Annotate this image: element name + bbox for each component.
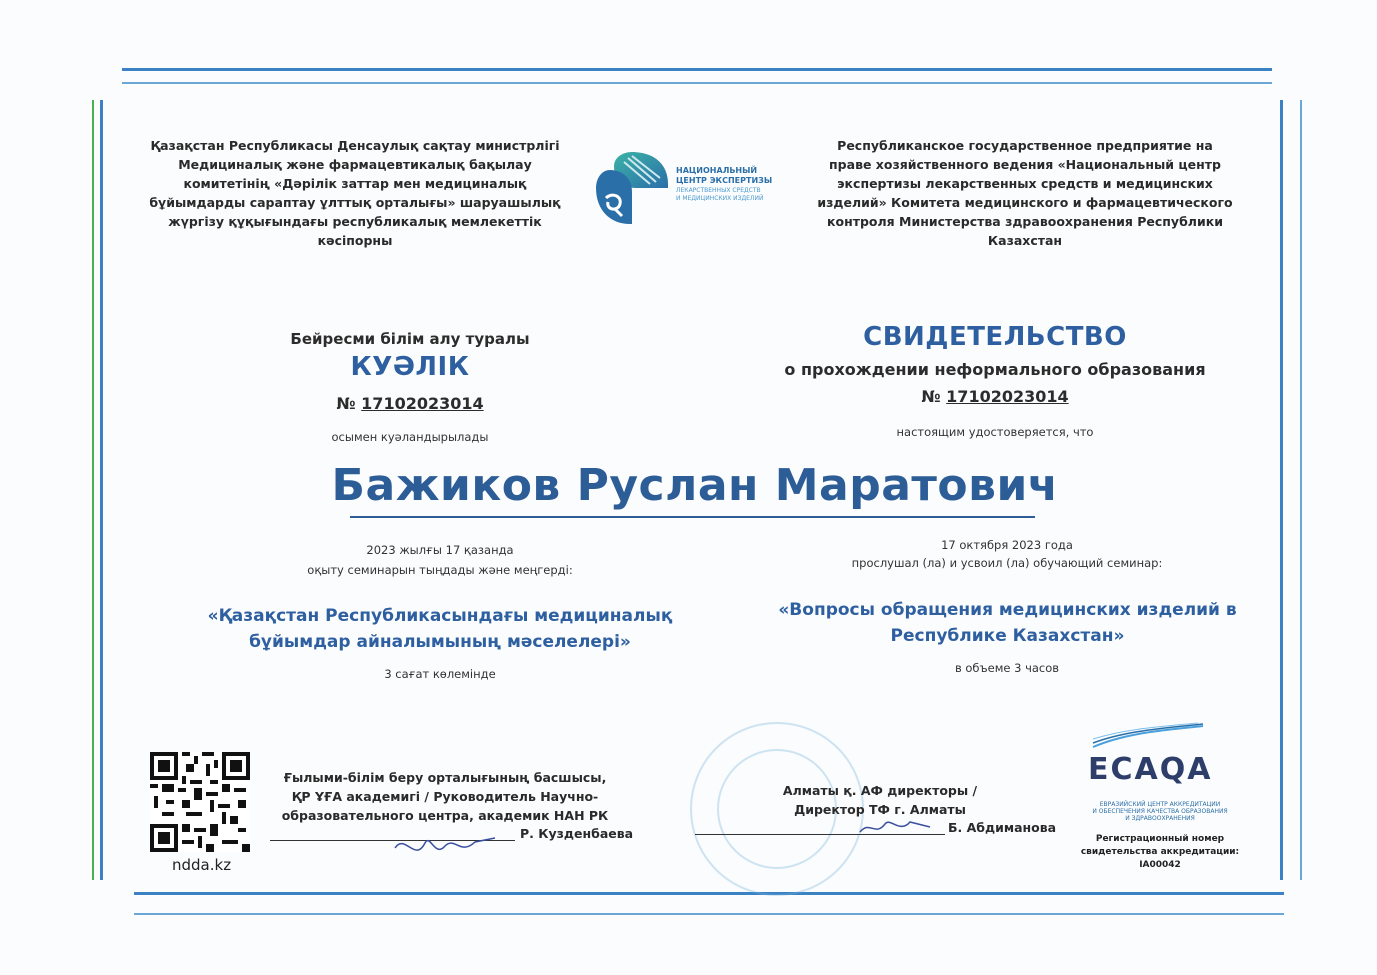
right-border-inner (1300, 100, 1302, 880)
ru-number-prefix: № (921, 387, 941, 406)
ecaqa-reg1: Регистрационный номер (1095, 834, 1225, 844)
top-border-inner (122, 82, 1272, 84)
logo-line2: ЦЕНТР ЭКСПЕРТИЗЫ (676, 176, 773, 185)
kz-number-value: 17102023014 (361, 394, 484, 413)
kz-course: «Қазақстан Республикасындағы медициналық бұйымдар айналымының мәселелері» (207, 606, 673, 652)
ndda-logo (592, 148, 792, 228)
bottom-border (134, 892, 1284, 895)
signer2-title: Алматы қ. АФ директоры / Директор ТФ г. Алматы (782, 783, 978, 817)
recipient-name: Бажиков Руслан Маратович (331, 460, 1059, 511)
site-link[interactable]: ndda.kz (172, 856, 232, 874)
ecaqa-desc1: ЕВРАЗИЙСКИЙ ЦЕНТР АККРЕДИТАЦИИ (1099, 801, 1221, 808)
kz-certified: осымен куәландырылады (331, 430, 489, 444)
top-border (122, 68, 1272, 71)
ru-number-value: 17102023014 (946, 387, 1069, 406)
ru-attended: прослушал (ла) и усвоил (ла) обучающий семинар: (851, 556, 1163, 570)
ru-certified: настоящим удостоверяется, что (896, 425, 1094, 439)
kz-hours: 3 сағат көлемінде (384, 667, 496, 681)
kz-title: КУӘЛІК (350, 352, 470, 382)
left-border-green (92, 100, 94, 880)
kz-subheading: Бейресми білім алу туралы (290, 330, 530, 348)
bottom-border-inner (134, 913, 1284, 915)
kz-attended: оқыту семинарын тыңдады және меңгерді: (307, 563, 573, 577)
recipient-name-underline (350, 516, 1035, 518)
ru-date: 17 октября 2023 года (941, 538, 1073, 552)
ndda-logo-icon (592, 148, 672, 228)
kz-number (210, 394, 610, 413)
right-organization: Республиканское государственное предприятие на праве хозяйственного ведения «Национальный центр экспертизы лекарственных средств и медицинских изделий» Комитета медицинского и фармацевтического контроля Министерства здравоохранения Республики Казахстан (817, 138, 1233, 248)
ecaqa-reg3: IA00042 (1139, 860, 1181, 870)
ecaqa-desc2: И ОБЕСПЕЧЕНИЯ КАЧЕСТВА ОБРАЗОВАНИЯ (1092, 808, 1228, 815)
signer2-name: Б. Абдиманова (948, 820, 1057, 835)
ru-title: СВИДЕТЕЛЬСТВО (863, 322, 1127, 352)
kz-date: 2023 жылғы 17 қазанда (366, 543, 514, 557)
kz-number-prefix: № (336, 394, 356, 413)
right-border (1280, 100, 1283, 880)
signer1-name: Р. Кузденбаева (520, 826, 634, 841)
signature1-icon (385, 828, 505, 868)
ecaqa-reg2: свидетельства аккредитации: (1080, 847, 1240, 857)
ecaqa-desc3: И ЗДРАВООХРАНЕНИЯ (1125, 815, 1195, 822)
logo-line3: ЛЕКАРСТВЕННЫХ СРЕДСТВ (676, 187, 761, 194)
qr-code-icon[interactable] (150, 752, 250, 852)
ecaqa-swoosh-icon (1088, 722, 1208, 752)
ru-subheading: о прохождении неформального образования (784, 360, 1206, 379)
left-organization: Қазақстан Республикасы Денсаулық сақтау министрлігі Медициналық және фармацевтикалық бақылау комитетінің «Дәрілік заттар мен медициналық бұйымдарды сараптау ұлттық орталығы» шаруашылық жүргізу құқығындағы республикалық мемлекеттік кәсіпорны (149, 138, 561, 248)
logo-line1: НАЦИОНАЛЬНЫЙ (676, 166, 758, 175)
ru-course: «Вопросы обращения медицинских изделий в Республике Казахстан» (778, 600, 1237, 646)
signer1-title: Ғылыми-білім беру орталығының басшысы, ҚР ҰҒА академигі / Руководитель Научно-образовательного центра, академик НАН РК (281, 770, 609, 823)
left-border (100, 100, 103, 880)
logo-line4: И МЕДИЦИНСКИХ ИЗДЕЛИЙ (676, 195, 764, 202)
ecaqa-logo: ECAQA (1088, 752, 1213, 787)
ru-number (770, 387, 1220, 406)
signature2-icon (855, 812, 935, 842)
ru-hours: в объеме 3 часов (954, 661, 1060, 675)
